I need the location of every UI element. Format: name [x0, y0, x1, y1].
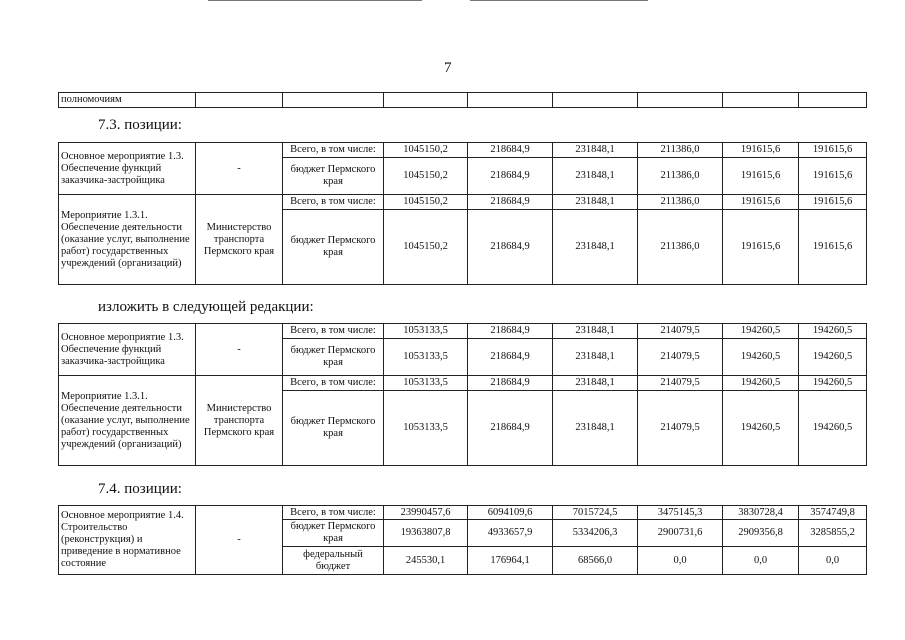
value-cell: 194260,5 — [799, 391, 867, 466]
activity-name: Мероприятие 1.3.1. Обеспечение деятельности (оказание услуг, выполнение работ) государственных учреждений (организаций) — [59, 195, 196, 285]
value-cell: 211386,0 — [638, 158, 723, 195]
empty-cell — [196, 93, 283, 108]
empty-cell — [384, 93, 468, 108]
table-row — [59, 93, 867, 108]
empty-cell — [638, 93, 723, 108]
table-row — [59, 324, 867, 339]
value-cell: 231848,1 — [553, 376, 638, 391]
table-row — [59, 143, 867, 158]
value-cell: 231848,1 — [553, 158, 638, 195]
value-cell: 191615,6 — [723, 143, 799, 158]
value-cell: 7015724,5 — [553, 506, 638, 520]
top-row-label: полномочиям — [59, 93, 196, 108]
value-cell: 211386,0 — [638, 143, 723, 158]
source-label: Всего, в том числе: — [283, 143, 384, 158]
table-row — [59, 506, 867, 520]
value-cell: 191615,6 — [723, 210, 799, 285]
value-cell: 214079,5 — [638, 339, 723, 376]
value-cell: 0,0 — [799, 547, 867, 575]
value-cell: 231848,1 — [553, 195, 638, 210]
value-cell: 218684,9 — [468, 158, 553, 195]
value-cell: 3830728,4 — [723, 506, 799, 520]
source-label: Всего, в том числе: — [283, 506, 384, 520]
activity-name: Основное мероприятие 1.3. Обеспечение функций заказчика-застройщика — [59, 324, 196, 376]
source-label: бюджет Пермского края — [283, 158, 384, 195]
block-7-4-table — [58, 505, 867, 575]
value-cell: 2900731,6 — [638, 520, 723, 547]
activity-name: Мероприятие 1.3.1. Обеспечение деятельности (оказание услуг, выполнение работ) государственных учреждений (организаций) — [59, 376, 196, 466]
value-cell: 194260,5 — [723, 339, 799, 376]
value-cell: 191615,6 — [799, 158, 867, 195]
source-label: бюджет Пермского края — [283, 210, 384, 285]
value-cell: 231848,1 — [553, 324, 638, 339]
empty-cell — [283, 93, 384, 108]
value-cell: 245530,1 — [384, 547, 468, 575]
value-cell: 1045150,2 — [384, 195, 468, 210]
value-cell: 5334206,3 — [553, 520, 638, 547]
value-cell: 211386,0 — [638, 210, 723, 285]
source-label: бюджет Пермского края — [283, 520, 384, 547]
source-label: бюджет Пермского края — [283, 339, 384, 376]
value-cell: 218684,9 — [468, 324, 553, 339]
value-cell: 191615,6 — [799, 210, 867, 285]
old-block-table — [58, 142, 867, 285]
value-cell: 191615,6 — [799, 143, 867, 158]
top-fragment-table — [58, 92, 867, 108]
value-cell: 23990457,6 — [384, 506, 468, 520]
value-cell: 6094109,6 — [468, 506, 553, 520]
source-label: Всего, в том числе: — [283, 376, 384, 391]
value-cell: 176964,1 — [468, 547, 553, 575]
value-cell: 1045150,2 — [384, 210, 468, 285]
value-cell: 3475145,3 — [638, 506, 723, 520]
value-cell: 0,0 — [723, 547, 799, 575]
value-cell: 3574749,8 — [799, 506, 867, 520]
executor: - — [196, 324, 283, 376]
value-cell: 214079,5 — [638, 391, 723, 466]
value-cell: 191615,6 — [723, 195, 799, 210]
value-cell: 0,0 — [638, 547, 723, 575]
value-cell: 218684,9 — [468, 376, 553, 391]
activity-name: Основное мероприятие 1.3. Обеспечение функций заказчика-застройщика — [59, 143, 196, 195]
empty-cell — [468, 93, 553, 108]
source-label: Всего, в том числе: — [283, 324, 384, 339]
executor: - — [196, 143, 283, 195]
replace-heading: изложить в следующей редакции: — [98, 299, 314, 315]
section-7-3-heading: 7.3. позиции: — [98, 117, 182, 133]
value-cell: 194260,5 — [723, 324, 799, 339]
page-number: 7 — [444, 60, 452, 76]
empty-cell — [799, 93, 867, 108]
value-cell: 1045150,2 — [384, 143, 468, 158]
value-cell: 194260,5 — [799, 324, 867, 339]
value-cell: 231848,1 — [553, 391, 638, 466]
value-cell: 19363807,8 — [384, 520, 468, 547]
empty-cell — [553, 93, 638, 108]
value-cell: 1053133,5 — [384, 339, 468, 376]
value-cell: 194260,5 — [799, 376, 867, 391]
executor: - — [196, 506, 283, 575]
scan-top-line-left — [208, 0, 422, 1]
source-label: Всего, в том числе: — [283, 195, 384, 210]
value-cell: 231848,1 — [553, 210, 638, 285]
value-cell: 214079,5 — [638, 324, 723, 339]
value-cell: 218684,9 — [468, 195, 553, 210]
value-cell: 2909356,8 — [723, 520, 799, 547]
executor: Министерство транспорта Пермского края — [196, 195, 283, 285]
value-cell: 231848,1 — [553, 143, 638, 158]
empty-cell — [723, 93, 799, 108]
source-label: бюджет Пермского края — [283, 391, 384, 466]
table-row — [59, 376, 867, 391]
value-cell: 214079,5 — [638, 376, 723, 391]
value-cell: 68566,0 — [553, 547, 638, 575]
scan-top-line-right — [470, 0, 648, 1]
value-cell: 191615,6 — [723, 158, 799, 195]
value-cell: 218684,9 — [468, 339, 553, 376]
value-cell: 211386,0 — [638, 195, 723, 210]
value-cell: 1045150,2 — [384, 158, 468, 195]
value-cell: 194260,5 — [723, 376, 799, 391]
value-cell: 218684,9 — [468, 391, 553, 466]
new-block-table — [58, 323, 867, 466]
value-cell: 4933657,9 — [468, 520, 553, 547]
table-row — [59, 195, 867, 210]
executor: Министерство транспорта Пермского края — [196, 376, 283, 466]
value-cell: 1053133,5 — [384, 391, 468, 466]
value-cell: 191615,6 — [799, 195, 867, 210]
value-cell: 1053133,5 — [384, 324, 468, 339]
value-cell: 231848,1 — [553, 339, 638, 376]
source-label: федеральный бюджет — [283, 547, 384, 575]
value-cell: 1053133,5 — [384, 376, 468, 391]
value-cell: 194260,5 — [799, 339, 867, 376]
activity-name: Основное мероприятие 1.4. Строительство (реконструкция) и приведение в нормативное состояние — [59, 506, 196, 575]
value-cell: 218684,9 — [468, 210, 553, 285]
value-cell: 194260,5 — [723, 391, 799, 466]
section-7-4-heading: 7.4. позиции: — [98, 481, 182, 497]
value-cell: 3285855,2 — [799, 520, 867, 547]
value-cell: 218684,9 — [468, 143, 553, 158]
